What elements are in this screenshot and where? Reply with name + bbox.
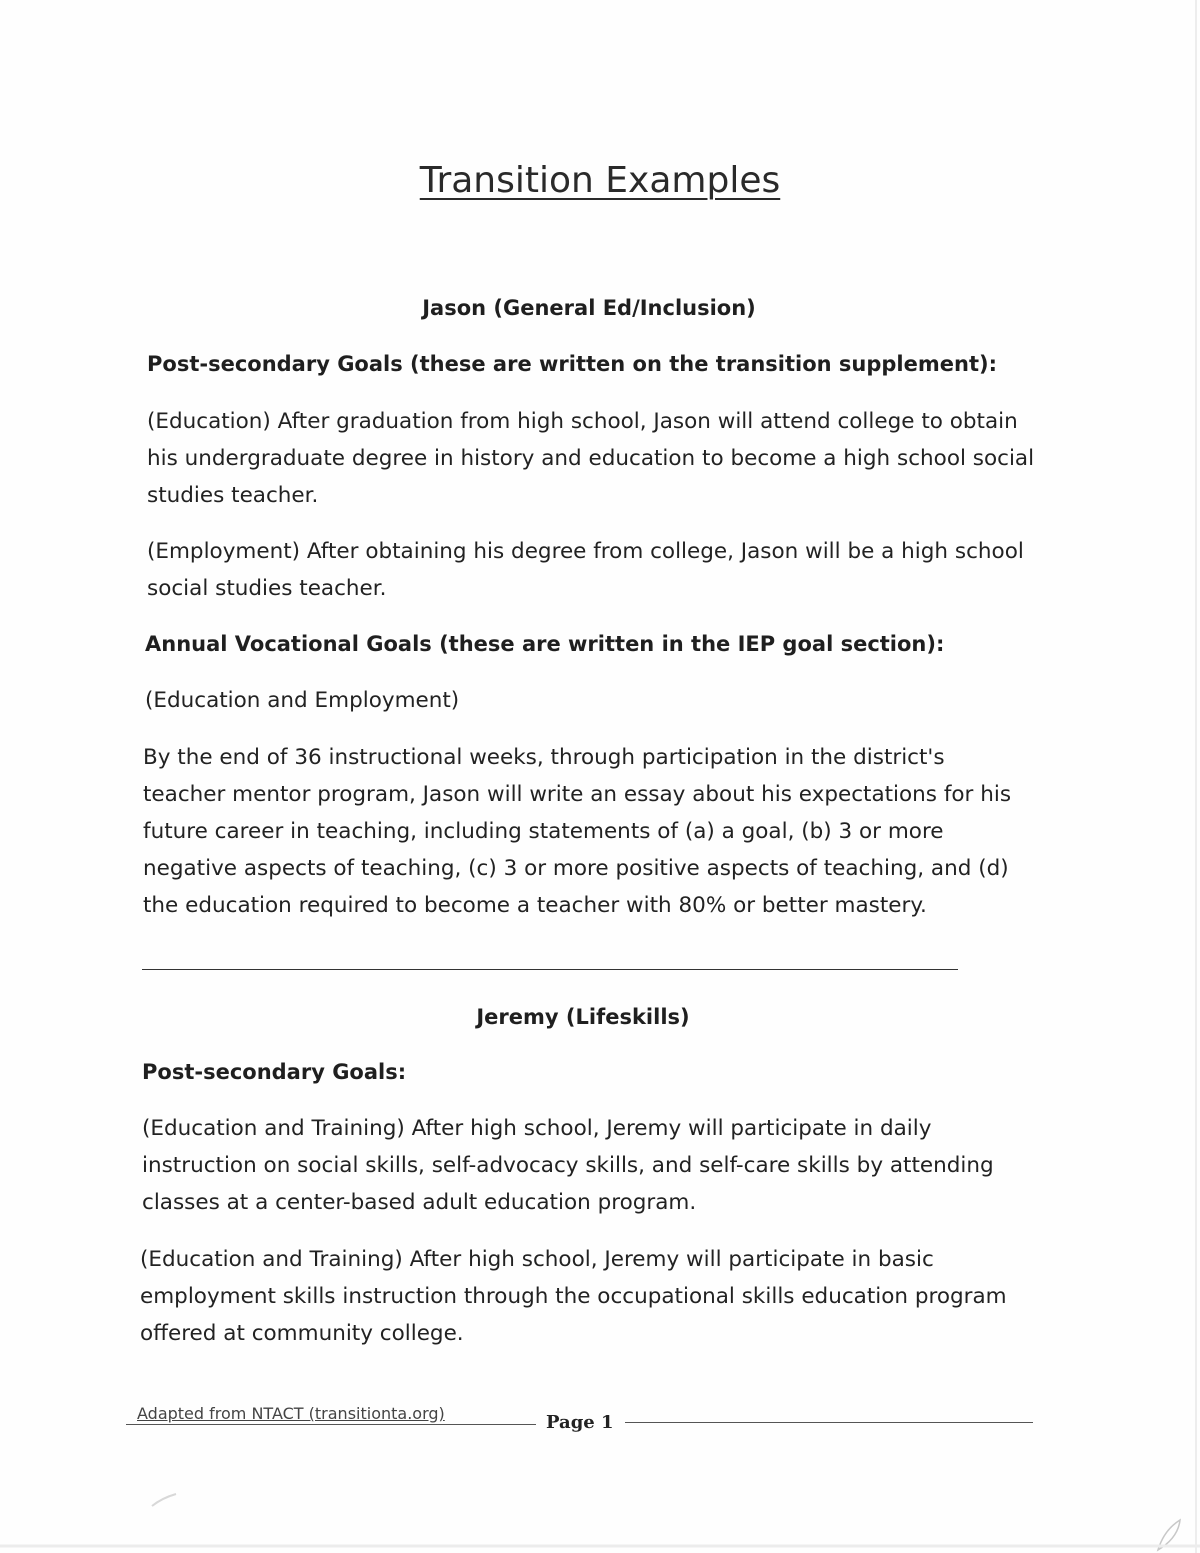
student-heading-jason: Jason (General Ed/Inclusion) bbox=[422, 296, 756, 320]
annual-vocational-goals-heading: Annual Vocational Goals (these are written in the IEP goal section): bbox=[145, 632, 945, 656]
footer-rule-left bbox=[126, 1424, 536, 1425]
annual-goal-jason: By the end of 36 instructional weeks, through participation in the district's teacher mentor program, Jason will write an essay about his expectations for his future career in teaching, including statements of (a) a goal, (b) 3 or more negative aspects of teaching, (c) 3 or more positive aspects of teaching, and (d) the education required to become a teacher with 80% or better mastery. bbox=[143, 745, 1012, 918]
postsecondary-goals-heading-jeremy: Post-secondary Goals: bbox=[142, 1060, 407, 1084]
scan-smudge-mark bbox=[150, 1490, 180, 1510]
postsecondary-goals-heading-jason: Post-secondary Goals (these are written on the transition supplement): bbox=[147, 352, 997, 376]
training-goal-2-jeremy: (Education and Training) After high school, Jeremy will participate in basic employment skills instruction through the occupational skills education program offered at community college. bbox=[140, 1247, 1007, 1346]
page-title bbox=[0, 160, 1200, 201]
training-goal-1-jeremy: (Education and Training) After high school, Jeremy will participate in daily instruction on social skills, self-advocacy skills, and self-care skills by attending classes at a center-based adult education program. bbox=[142, 1116, 994, 1215]
footer-page-number: Page 1 bbox=[546, 1412, 614, 1433]
footer-rule-right bbox=[625, 1422, 1033, 1423]
page-title-text: Transition Examples bbox=[419, 160, 781, 201]
scan-right-edge bbox=[1188, 0, 1200, 1553]
annual-goal-label: (Education and Employment) bbox=[145, 688, 460, 713]
footer-source: Adapted from NTACT (transitionta.org) bbox=[137, 1404, 445, 1423]
scan-bottom-edge bbox=[0, 1538, 1200, 1553]
employment-goal-jason: (Employment) After obtaining his degree from college, Jason will be a high school social studies teacher. bbox=[147, 539, 1024, 601]
section-divider bbox=[142, 969, 958, 970]
education-goal-jason: (Education) After graduation from high school, Jason will attend college to obtain his undergraduate degree in history and education to become a high school social studies teacher. bbox=[147, 409, 1035, 508]
student-heading-jeremy: Jeremy (Lifeskills) bbox=[476, 1005, 690, 1029]
